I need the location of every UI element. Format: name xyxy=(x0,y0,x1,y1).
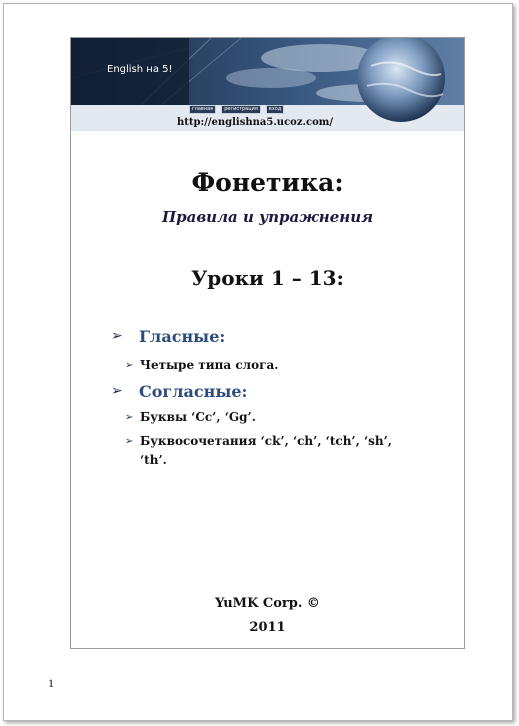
page-number: 1 xyxy=(48,676,54,690)
document-page xyxy=(3,3,513,721)
list-item-letters: Буквы ‘Cc’, ‘Gg’. xyxy=(140,410,256,424)
banner-nav xyxy=(189,105,284,114)
nav-login-button[interactable]: вход xyxy=(266,105,284,114)
footer-year: 2011 xyxy=(249,620,286,635)
section-heading-consonants: Согласные: xyxy=(139,382,248,401)
document-subtitle: Правила и упражнения xyxy=(161,208,374,226)
site-url: http://englishna5.ucoz.com/ xyxy=(177,117,333,128)
list-item-line: ‘th’. xyxy=(140,453,167,467)
nav-home-button[interactable]: главная xyxy=(189,105,216,114)
site-banner xyxy=(71,38,464,131)
arrow-right-icon: ➢ xyxy=(111,383,123,399)
arrow-right-icon: ➢ xyxy=(111,328,123,344)
list-item-letter-combinations xyxy=(140,432,392,470)
list-item-syllable-types: Четыре типа слога. xyxy=(140,358,279,372)
arrow-right-icon: ➢ xyxy=(125,436,134,447)
banner-logo xyxy=(71,38,189,105)
arrow-right-icon: ➢ xyxy=(125,412,134,423)
lessons-heading: Уроки 1 – 13: xyxy=(191,266,344,290)
footer-company: YuMK Corp. © xyxy=(215,596,320,611)
banner-logo-text: English на 5! xyxy=(107,64,173,75)
document-title: Фонетика: xyxy=(191,168,344,197)
page-frame xyxy=(70,37,465,649)
section-heading-vowels: Гласные: xyxy=(139,327,226,346)
nav-register-button[interactable]: регистрация xyxy=(221,105,261,114)
arrow-right-icon: ➢ xyxy=(125,360,134,371)
list-item-line: Буквосочетания ‘ck’, ‘ch’, ‘tch’, ‘sh’, xyxy=(140,434,392,448)
